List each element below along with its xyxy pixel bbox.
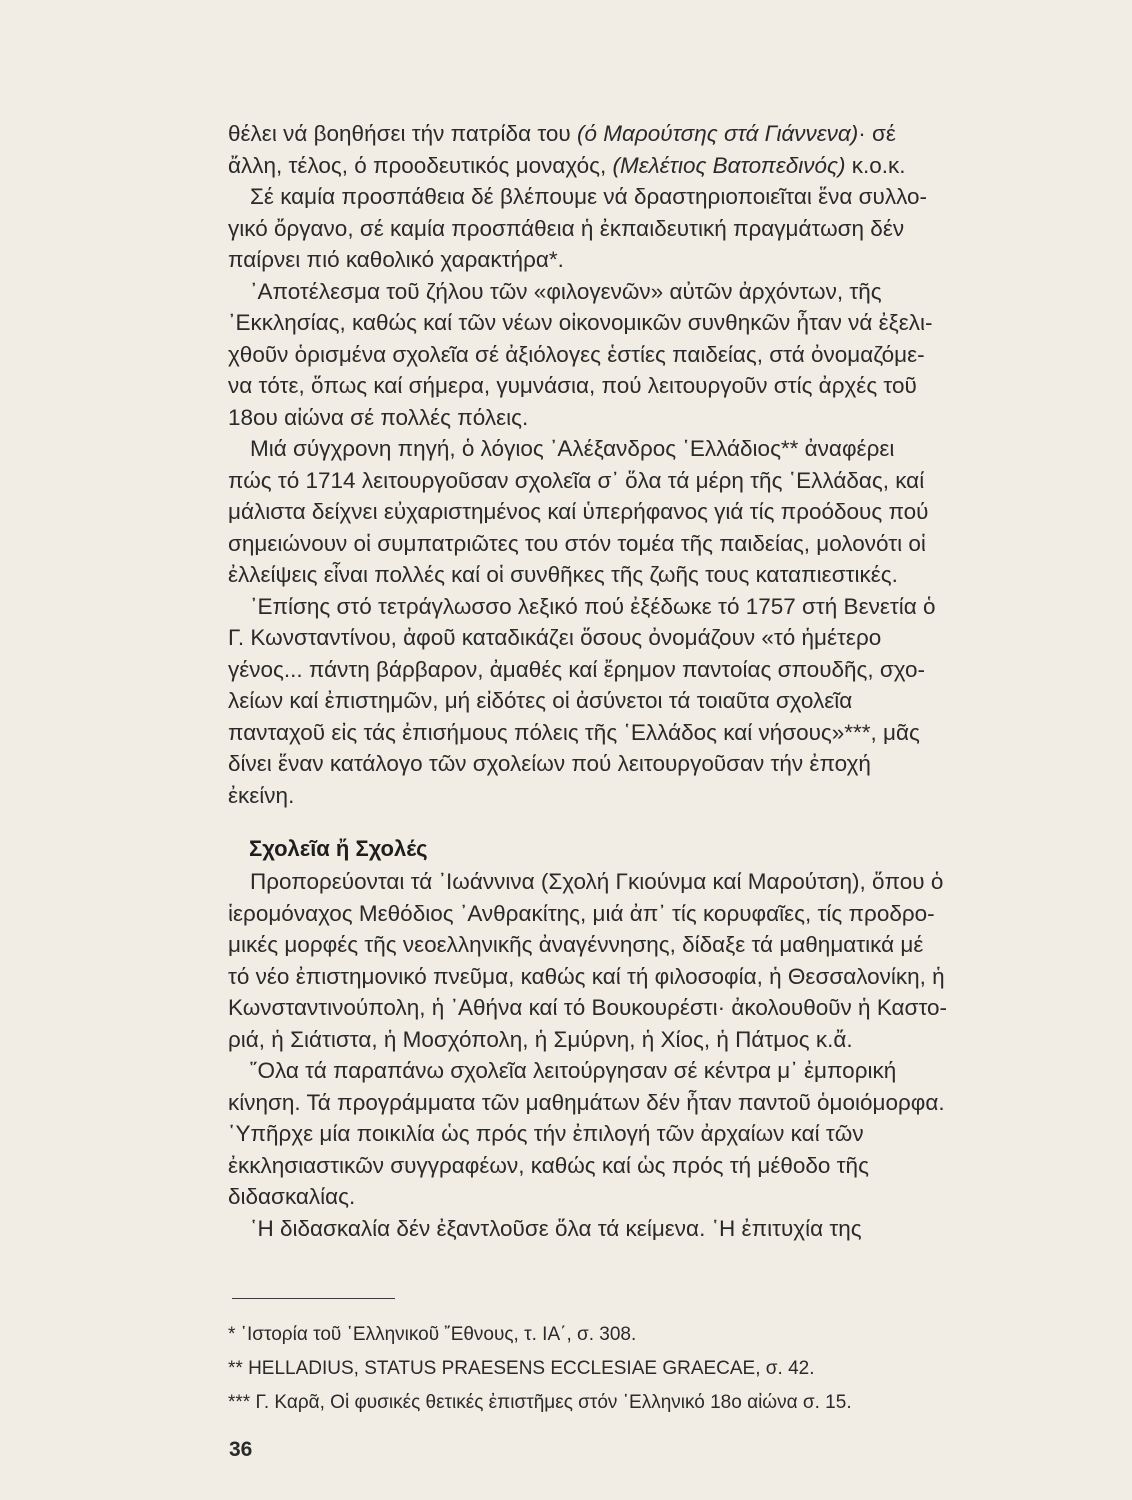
paragraph	[228, 1213, 1046, 1245]
footnote-2: ** HELLADIUS, STATUS PRAESENS ECCLESIAE GRAECAE, σ. 42.	[228, 1358, 815, 1379]
paragraph	[228, 276, 1046, 434]
text-line	[228, 118, 1046, 150]
text-line	[228, 150, 1046, 182]
text-line: παίρνει πιό καθολικό χαρακτήρα*.	[228, 247, 564, 272]
italic-text: (Μελέτιος Βατοπεδινός)	[612, 152, 846, 178]
text-line: 18ου αἰώνα σέ πολλές πόλεις.	[228, 404, 529, 430]
text-line: Σέ καμία προσπάθεια δέ βλέπουμε νά δραστηριοποιεῖται ἕνα συλλο-	[250, 184, 928, 209]
text-span: · σέ	[858, 121, 896, 146]
text-line: Μιά σύγχρονη πηγή, ὁ λόγιος ᾿Αλέξανδρος ῾Ελλάδιος** ἀναφέρει	[250, 436, 895, 461]
text-line: ᾿Εκκλησίας, καθώς καί τῶν νέων οἰκονομικῶν συνθηκῶν ἦταν νά ἐξελι-	[228, 310, 933, 335]
text-line: ριά, ἡ Σιάτιστα, ἡ Μοσχόπολη, ἡ Σμύρνη, ἡ Χίος, ἡ Πάτμος κ.ἄ.	[228, 1026, 853, 1052]
footnote-divider	[232, 1298, 395, 1299]
paragraph-continuation	[228, 118, 1046, 276]
paragraph	[228, 1055, 1046, 1213]
footnotes	[228, 1318, 1046, 1420]
page-number: 36	[229, 1438, 253, 1461]
section-heading: Σχολεῖα ἤ Σχολές	[249, 836, 428, 861]
text-line: ἐκείνη.	[228, 782, 295, 808]
body-text-section-2	[228, 866, 1046, 1244]
text-line: Γ. Κωνσταντίνου, ἀφοῦ καταδικάζει ὅσους ὀνομάζουν «τό ἡμέτερο	[228, 625, 882, 650]
text-line: γένος... πάντη βάρβαρον, ἀμαθές καί ἔρημον παντοίας σπουδῆς, σχο-	[228, 656, 925, 682]
text-line: Προπορεύονται τά ᾿Ιωάννινα (Σχολή Γκιούνμα καί Μαρούτση), ὅπου ὁ	[250, 869, 944, 894]
text-span: κ.ο.κ.	[845, 152, 906, 178]
text-line: Κωνσταντινούπολη, ἡ ᾿Αθήνα καί τό Βουκουρέστι· ἀκολουθοῦν ἡ Καστο-	[228, 995, 948, 1020]
footnote-1: * ῾Ιστορία τοῦ ῾Ελληνικοῦ ῎Εθνους, τ. ΙΑ΄, σ. 308.	[228, 1324, 637, 1345]
text-line: ῾Υπῆρχε μία ποικιλία ὡς πρός τήν ἐπιλογή τῶν ἀρχαίων καί τῶν	[228, 1121, 864, 1146]
text-line: μάλιστα δείχνει εὐχαριστημένος καί ὑπερήφανος γιά τίς προόδους πού	[228, 499, 929, 524]
text-line: μικές μορφές τῆς νεοελληνικῆς ἀναγέννησης, δίδαξε τά μαθηματικά μέ	[228, 932, 924, 957]
footnote-3: *** Γ. Καρᾶ, Οἱ φυσικές θετικές ἐπιστῆμες στόν ῾Ελληνικό 18ο αἰώνα σ. 15.	[228, 1392, 852, 1413]
text-line: ῾Η διδασκαλία δέν ἐξαντλοῦσε ὅλα τά κείμενα. ῾Η ἐπιτυχία της	[250, 1215, 862, 1241]
text-line: ῞Ολα τά παραπάνω σχολεῖα λειτούργησαν σέ κέντρα μ᾿ ἐμπορική	[250, 1058, 897, 1083]
text-line: να τότε, ὅπως καί σήμερα, γυμνάσια, πού λειτουργοῦν στίς ἀρχές τοῦ	[228, 373, 917, 398]
text-span: θέλει νά βοηθήσει τήν πατρίδα του	[228, 121, 577, 146]
text-line: ἐκκλησιαστικῶν συγγραφέων, καθώς καί ὡς πρός τή μέθοδο τῆς	[228, 1152, 869, 1178]
body-text-section-1	[228, 118, 1046, 811]
text-line: ἱερομόναχος Μεθόδιος ᾿Ανθρακίτης, μιά ἀπ᾿ τίς κορυφαῖες, τίς προδρο-	[228, 900, 935, 926]
italic-text: (ό Μαρούτσης στά Γιάννενα)	[576, 121, 859, 146]
text-line: ἐλλείψεις εἶναι πολλές καί οἱ συνθῆκες τῆς ζωῆς τους καταπιεστικές.	[228, 562, 898, 587]
text-line: χθοῦν ὁρισμένα σχολεῖα σέ ἀξιόλογες ἑστίες παιδείας, στά ὀνομαζόμε-	[228, 341, 925, 367]
text-line: τό νέο ἐπιστημονικό πνεῦμα, καθώς καί τή φιλοσοφία, ἡ Θεσσαλονίκη, ἡ	[228, 963, 945, 989]
paragraph	[228, 591, 1046, 812]
paragraph	[228, 433, 1046, 591]
text-line: πώς τό 1714 λειτουργοῦσαν σχολεῖα σ᾿ ὅλα τά μέρη τῆς ῾Ελλάδας, καί	[228, 467, 925, 493]
text-line: ᾿Επίσης στό τετράγλωσσο λεξικό πού ἐξέδωκε τό 1757 στή Βενετία ὁ	[250, 593, 936, 619]
text-line: κίνηση. Τά προγράμματα τῶν μαθημάτων δέν ἦταν παντοῦ ὁμοιόμορφα.	[228, 1089, 945, 1115]
text-line: διδασκαλίας.	[228, 1184, 356, 1209]
text-line: ᾿Αποτέλεσμα τοῦ ζήλου τῶν «φιλογενῶν» αὐτῶν ἀρχόντων, τῆς	[250, 278, 882, 304]
text-line: δίνει ἕναν κατάλογο τῶν σχολείων πού λειτουργοῦσαν τήν ἐποχή	[228, 751, 871, 776]
text-span: ἄλλη, τέλος, ό προοδευτικός μοναχός,	[228, 152, 613, 178]
text-line: γικό ὄργανο, σέ καμία προσπάθεια ἡ ἐκπαιδευτική πραγμάτωση δέν	[228, 215, 905, 241]
text-line: σημειώνουν οἱ συμπατριῶτες του στόν τομέα τῆς παιδείας, μολονότι οἱ	[228, 530, 926, 556]
text-line: πανταχοῦ εἰς τάς ἐπισήμους πόλεις τῆς ῾Ελλάδος καί νήσους»***, μᾶς	[228, 719, 920, 745]
text-line: λείων καί ἐπιστημῶν, μή εἰδότες οἱ ἀσύνετοι τά τοιαῦτα σχολεῖα	[228, 688, 853, 713]
paragraph	[228, 866, 1046, 1055]
